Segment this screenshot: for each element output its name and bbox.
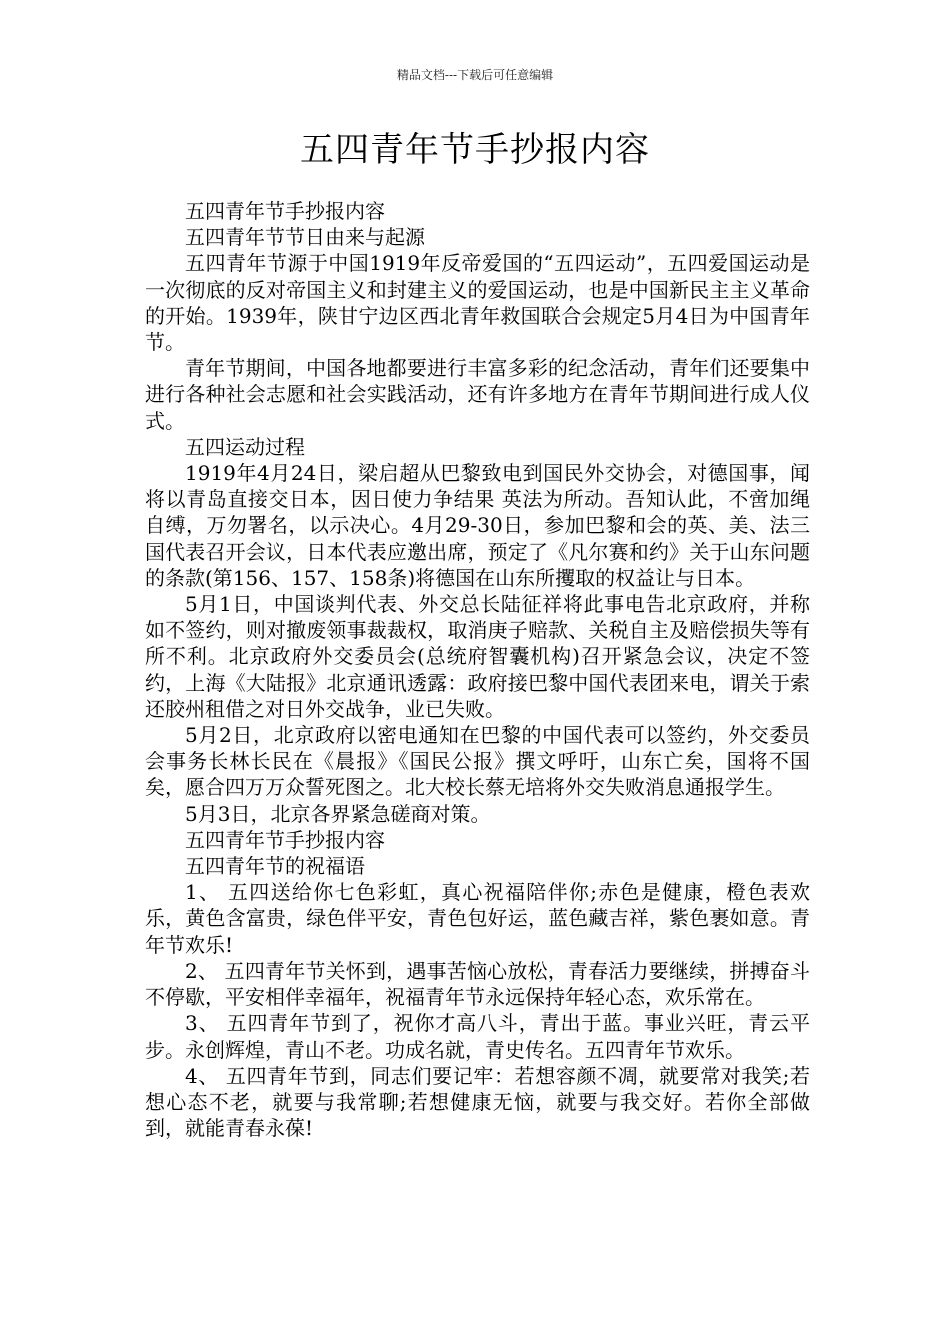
paragraph-heading-wishes: 五四青年节的祝福语 <box>185 854 365 879</box>
page-title: 五四青年节手抄报内容 <box>300 130 650 170</box>
paragraph-wish-3: 3、 五四青年节到了，祝你才高八斗，青出于蓝。事业兴旺，青云平步。永创辉煌，青山不老。功成名就，青史传名。五四青年节欢乐。 <box>145 1011 810 1062</box>
paragraph-wish-4: 4、 五四青年节到，同志们要记牢：若想容颜不凋，就要常对我笑;若想心态不老，就要与我常聊;若想健康无恼，就要与我交好。若你全部做到，就能青春永葆! <box>145 1063 810 1141</box>
paragraph-may-1: 5月1日，中国谈判代表、外交总长陆征祥将此事电告北京政府，并称如不签约，则对撤废领事裁裁权，取消庚子赔款、关税自主及赔偿损失等有所不利。北京政府外交委员会(总统府智囊机构)召开紧急会议，决定不签约，上海《大陆报》北京通讯透露：政府接巴黎中国代表团来电，谓关于索还胶州租借之对日外交战争，业已失败。 <box>145 592 810 721</box>
paragraph-activities: 青年节期间，中国各地都要进行丰富多彩的纪念活动，青年们还要集中进行各种社会志愿和社会实践活动，还有许多地方在青年节期间进行成人仪式。 <box>145 356 810 433</box>
paragraph-wish-1: 1、 五四送给你七色彩虹，真心祝福陪伴你;赤色是健康，橙色表欢乐，黄色含富贵，绿色伴平安，青色包好运，蓝色藏吉祥，紫色裹如意。青年节欢乐! <box>145 880 810 957</box>
header-note: 精品文档---下载后可任意编辑 <box>396 68 554 82</box>
paragraph-april: 1919年4月24日，梁启超从巴黎致电到国民外交协会，对德国事，闻将以青岛直接交日本，因日使力争结果 英法为所动。吾知认此，不啻加绳自缚，万勿署名，以示决心。4月29-30日，参加巴黎和会的英、美、法三国代表召开会议，日本代表应邀出席，预定了《凡尔赛和约》关于山东问题的条款(第156、157、158条)将德国在山东所攫取的权益让与日本。 <box>145 461 810 590</box>
document-body <box>145 198 810 1141</box>
paragraph-subtitle-repeat: 五四青年节手抄报内容 <box>185 827 385 852</box>
paragraph-wish-2: 2、 五四青年节关怀到，遇事苦恼心放松，青春活力要继续，拼搏奋斗不停歇，平安相伴幸福年，祝福青年节永远保持年轻心态，欢乐常在。 <box>145 958 810 1010</box>
paragraph-subtitle: 五四青年节手抄报内容 <box>185 199 385 223</box>
paragraph-may-2: 5月2日，北京政府以密电通知在巴黎的中国代表可以签约，外交委员会事务长林长民在《晨报》《国民公报》撰文呼吁，山东亡矣，国将不国矣，愿合四万万众誓死图之。北大校长蔡无培将外交失败消息通报学生。 <box>145 723 810 800</box>
paragraph-origin: 五四青年节源于中国1919年反帝爱国的“五四运动”，五四爱国运动是一次彻底的反对帝国主义和封建主义的爱国运动，也是中国新民主主义革命的开始。1939年，陕甘宁边区西北青年救国联合会规定5月4日为中国青年节。 <box>145 251 810 355</box>
paragraph-heading-process: 五四运动过程 <box>185 434 305 459</box>
paragraph-heading-origin: 五四青年节节日由来与起源 <box>185 225 425 250</box>
paragraph-may-3: 5月3日，北京各界紧急磋商对策。 <box>185 801 491 826</box>
